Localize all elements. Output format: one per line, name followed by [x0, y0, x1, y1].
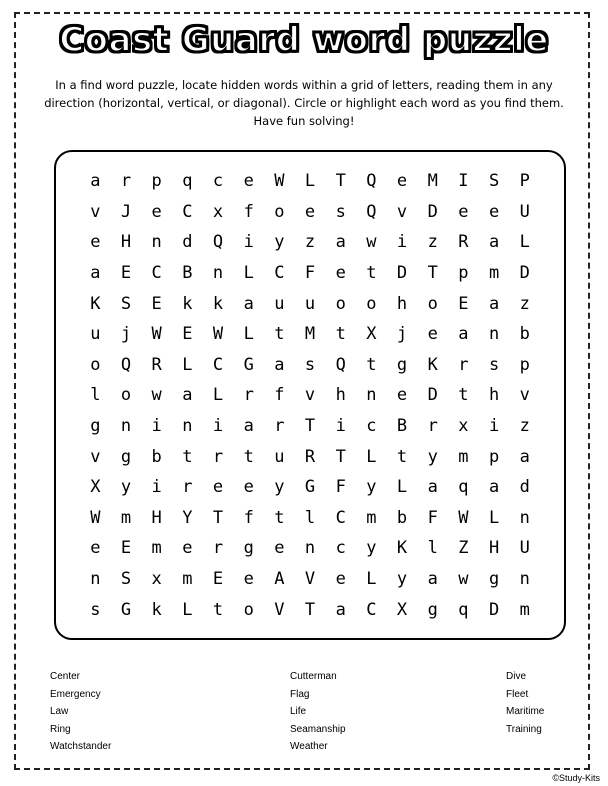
grid-cell[interactable]: e [335, 263, 346, 284]
grid-cell[interactable]: T [335, 171, 346, 192]
grid-cell[interactable]: n [151, 232, 162, 253]
grid-cell[interactable]: G [120, 599, 132, 620]
grid-cell[interactable]: u [304, 293, 316, 314]
grid-cell[interactable]: G [243, 354, 254, 375]
grid-cell[interactable]: u [274, 446, 285, 467]
word-list-item: Emergency [50, 688, 101, 700]
grid-cell[interactable]: t [396, 446, 408, 467]
grid-cell[interactable]: o [120, 385, 132, 406]
grid-cell[interactable]: e [212, 477, 224, 498]
grid-cell[interactable]: y [366, 477, 377, 498]
grid-cell[interactable]: W [90, 507, 101, 528]
grid-cell[interactable]: h [488, 385, 500, 406]
grid-cell[interactable]: i [396, 232, 408, 253]
grid-cell[interactable]: b [519, 324, 530, 345]
grid-cell[interactable]: a [182, 385, 193, 406]
grid-cell[interactable]: R [151, 354, 162, 375]
grid-cell[interactable]: f [243, 201, 254, 222]
grid-cell[interactable]: t [366, 354, 377, 375]
grid-cell[interactable]: n [519, 569, 530, 590]
grid-cell[interactable]: q [182, 171, 193, 192]
grid-cell[interactable]: r [458, 354, 469, 375]
grid-cell[interactable]: f [274, 385, 285, 406]
grid-cell[interactable]: g [396, 354, 408, 375]
grid-cell[interactable]: c [366, 416, 377, 437]
grid-cell[interactable]: a [427, 569, 438, 590]
grid-cell[interactable]: a [488, 477, 500, 498]
grid-cell[interactable]: Z [458, 538, 469, 559]
grid-cell[interactable]: r [212, 446, 224, 467]
grid-cell[interactable]: s [90, 599, 101, 620]
grid-row [80, 503, 540, 534]
grid-cell[interactable]: r [274, 416, 285, 437]
grid-cell[interactable]: G [304, 477, 316, 498]
grid-cell[interactable]: T [427, 263, 438, 284]
grid-row [80, 166, 540, 197]
grid-cell[interactable]: a [488, 232, 500, 253]
grid-cell[interactable]: t [366, 263, 377, 284]
grid-cell[interactable]: y [120, 477, 132, 498]
grid-cell[interactable]: T [335, 446, 346, 467]
grid-cell[interactable]: p [151, 171, 162, 192]
grid-cell[interactable]: K [90, 293, 101, 314]
grid-cell[interactable]: c [212, 171, 224, 192]
grid-cell[interactable]: a [488, 293, 500, 314]
grid-cell[interactable]: r [243, 385, 254, 406]
grid-row [80, 411, 540, 442]
grid-cell[interactable]: A [274, 569, 285, 590]
grid-cell[interactable]: t [274, 507, 285, 528]
grid-cell[interactable]: E [212, 569, 224, 590]
grid-cell[interactable]: C [212, 354, 224, 375]
grid-cell[interactable]: r [120, 171, 132, 192]
grid-cell[interactable]: a [90, 171, 101, 192]
grid-cell[interactable]: d [519, 477, 530, 498]
grid-cell[interactable]: X [396, 599, 408, 620]
grid-cell[interactable]: B [182, 263, 193, 284]
grid-cell[interactable]: e [458, 201, 469, 222]
grid-cell[interactable]: L [212, 385, 224, 406]
grid-cell[interactable]: T [212, 507, 224, 528]
grid-cell[interactable]: e [182, 538, 193, 559]
grid-cell[interactable]: y [427, 446, 438, 467]
grid-cell[interactable]: n [488, 324, 500, 345]
grid-cell[interactable]: J [120, 201, 132, 222]
grid-cell[interactable]: a [335, 599, 346, 620]
grid-cell[interactable]: F [335, 477, 346, 498]
grid-cell[interactable]: L [366, 569, 377, 590]
word-list-item: Watchstander [50, 741, 112, 752]
grid-cell[interactable]: E [458, 293, 469, 314]
grid-cell[interactable]: o [274, 201, 285, 222]
grid-cell[interactable]: a [90, 263, 101, 284]
grid-row [80, 533, 540, 564]
grid-cell[interactable]: R [304, 446, 316, 467]
grid-cell[interactable]: e [396, 171, 408, 192]
grid-cell[interactable]: e [90, 232, 101, 253]
grid-cell[interactable]: v [304, 385, 316, 406]
grid-cell[interactable]: K [396, 538, 408, 559]
grid-cell[interactable]: y [396, 569, 408, 590]
grid-cell[interactable]: t [212, 599, 224, 620]
grid-cell[interactable]: k [151, 599, 162, 620]
grid-cell[interactable]: m [151, 538, 162, 559]
grid-cell[interactable]: t [335, 324, 346, 345]
grid-cell[interactable]: Q [120, 354, 132, 375]
grid-cell[interactable]: K [427, 354, 438, 375]
grid-cell[interactable]: D [519, 263, 530, 284]
grid-cell[interactable]: L [396, 477, 408, 498]
grid-cell[interactable]: s [335, 201, 346, 222]
instructions-text: In a find word puzzle, locate hidden words within a grid of letters, reading them in any direction (horizontal, vertical, or diagonal). Circle or highlight each word as you find them. Have fun solving! [44, 78, 564, 128]
grid-cell[interactable]: e [243, 569, 254, 590]
grid-row [80, 594, 540, 625]
grid-cell[interactable]: l [90, 385, 101, 406]
grid-cell[interactable]: w [366, 232, 377, 253]
grid-cell[interactable]: k [182, 293, 193, 314]
grid-cell[interactable]: y [366, 538, 377, 559]
grid-cell[interactable]: a [519, 446, 530, 467]
grid-cell[interactable]: E [120, 538, 132, 559]
grid-cell[interactable]: m [366, 507, 377, 528]
grid-cell[interactable]: U [519, 201, 530, 222]
grid-cell[interactable]: e [304, 201, 316, 222]
grid-cell[interactable]: e [335, 569, 346, 590]
grid-cell[interactable]: W [274, 171, 285, 192]
grid-cell[interactable]: S [488, 171, 500, 192]
grid-cell[interactable]: a [427, 477, 438, 498]
grid-cell[interactable]: i [151, 477, 162, 498]
grid-cell[interactable]: L [243, 263, 254, 284]
grid-cell[interactable]: b [151, 446, 162, 467]
grid-cell[interactable]: t [458, 385, 469, 406]
grid-cell[interactable]: n [519, 507, 530, 528]
letter-grid [80, 166, 540, 625]
word-list-item: Cutterman [290, 671, 337, 682]
grid-cell[interactable]: w [458, 569, 469, 590]
grid-cell[interactable]: e [151, 201, 162, 222]
grid-cell[interactable]: e [488, 201, 500, 222]
word-list-item: Life [290, 706, 307, 717]
grid-cell[interactable]: D [396, 263, 408, 284]
grid-row [80, 564, 540, 595]
grid-cell[interactable]: W [212, 324, 224, 345]
grid-cell[interactable]: v [90, 201, 101, 222]
grid-cell[interactable]: F [304, 263, 316, 284]
grid-cell[interactable]: e [274, 538, 285, 559]
grid-cell[interactable]: C [182, 201, 193, 222]
grid-cell[interactable]: Q [366, 201, 377, 222]
grid-cell[interactable]: n [120, 416, 132, 437]
grid-row [80, 350, 540, 381]
grid-cell[interactable]: g [120, 446, 132, 467]
word-list-column-3 [506, 668, 544, 738]
grid-cell[interactable]: r [212, 538, 224, 559]
grid-cell[interactable]: t [274, 324, 285, 345]
grid-cell[interactable]: e [396, 385, 408, 406]
grid-row [80, 441, 540, 472]
grid-cell[interactable]: L [519, 232, 530, 253]
grid-cell[interactable]: e [427, 324, 438, 345]
grid-cell[interactable]: g [243, 538, 254, 559]
grid-cell[interactable]: a [274, 354, 285, 375]
grid-cell[interactable]: n [90, 569, 101, 590]
grid-cell[interactable]: D [427, 385, 438, 406]
grid-cell[interactable]: H [151, 507, 162, 528]
grid-cell[interactable]: j [396, 324, 408, 345]
grid-cell[interactable]: L [304, 171, 316, 192]
grid-cell[interactable]: V [274, 599, 285, 620]
grid-cell[interactable]: h [335, 385, 346, 406]
grid-cell[interactable]: Y [182, 507, 193, 528]
grid-cell[interactable]: C [274, 263, 285, 284]
grid-cell[interactable]: h [396, 293, 408, 314]
grid-cell[interactable]: T [304, 599, 316, 620]
grid-cell[interactable]: r [182, 477, 193, 498]
grid-cell[interactable]: u [90, 324, 101, 345]
word-list-item: Ring [50, 723, 71, 735]
grid-cell[interactable]: k [212, 293, 224, 314]
word-list-item: Maritime [506, 706, 545, 717]
grid-cell[interactable]: W [151, 324, 162, 345]
grid-row [80, 288, 540, 319]
grid-cell[interactable]: g [488, 569, 500, 590]
page-title: Coast Guard word puzzle [59, 20, 549, 60]
grid-cell[interactable]: H [120, 232, 132, 253]
word-list-item: Seamanship [290, 723, 346, 735]
grid-cell[interactable]: r [427, 416, 438, 437]
grid-cell[interactable]: E [120, 263, 132, 284]
grid-row [80, 227, 540, 258]
grid-cell[interactable]: c [335, 538, 346, 559]
grid-cell[interactable]: o [335, 293, 346, 314]
grid-cell[interactable]: e [243, 171, 254, 192]
grid-cell[interactable]: D [488, 599, 500, 620]
grid-cell[interactable]: x [212, 201, 224, 222]
grid-cell[interactable]: L [366, 446, 377, 467]
grid-cell[interactable]: z [519, 416, 530, 437]
grid-row [80, 472, 540, 503]
grid-cell[interactable]: i [151, 416, 162, 437]
grid-cell[interactable]: i [212, 416, 224, 437]
grid-cell[interactable]: m [488, 263, 500, 284]
grid-cell[interactable]: R [458, 232, 469, 253]
grid-cell[interactable]: L [243, 324, 254, 345]
grid-cell[interactable]: t [182, 446, 193, 467]
grid-cell[interactable]: s [304, 354, 316, 375]
grid-row [80, 319, 540, 350]
grid-cell[interactable]: E [182, 324, 193, 345]
grid-cell[interactable]: H [488, 538, 500, 559]
grid-cell[interactable]: Q [212, 232, 224, 253]
grid-cell[interactable]: b [396, 507, 408, 528]
grid-cell[interactable]: i [488, 416, 500, 437]
grid-cell[interactable]: m [458, 446, 469, 467]
grid-cell[interactable]: m [182, 569, 193, 590]
grid-cell[interactable]: C [151, 263, 162, 284]
grid-cell[interactable]: P [519, 171, 530, 192]
grid-cell[interactable]: z [427, 232, 438, 253]
grid-cell[interactable]: M [427, 171, 438, 192]
grid-cell[interactable]: S [120, 569, 132, 590]
grid-row [80, 380, 540, 411]
grid-cell[interactable]: t [243, 446, 254, 467]
grid-cell[interactable]: o [366, 293, 377, 314]
grid-cell[interactable]: n [304, 538, 316, 559]
grid-row [80, 197, 540, 228]
grid-cell[interactable]: i [243, 232, 254, 253]
grid-cell[interactable]: y [274, 232, 285, 253]
grid-row [80, 258, 540, 289]
grid-cell[interactable]: g [427, 599, 438, 620]
grid-cell[interactable]: V [304, 569, 316, 590]
grid-cell[interactable]: E [151, 293, 162, 314]
grid-cell[interactable]: L [182, 354, 193, 375]
grid-cell[interactable]: j [120, 324, 132, 345]
word-list-column-2 [290, 668, 346, 756]
grid-cell[interactable]: n [212, 263, 224, 284]
grid-cell[interactable]: m [120, 507, 132, 528]
grid-cell[interactable]: p [458, 263, 469, 284]
grid-cell[interactable]: C [335, 507, 346, 528]
grid-cell[interactable]: W [458, 507, 469, 528]
grid-cell[interactable]: p [519, 354, 530, 375]
grid-cell[interactable]: a [458, 324, 469, 345]
grid-cell[interactable]: z [519, 293, 530, 314]
grid-cell[interactable]: L [488, 507, 500, 528]
grid-cell[interactable]: D [427, 201, 438, 222]
grid-cell[interactable]: q [458, 599, 469, 620]
grid-cell[interactable]: e [90, 538, 101, 559]
grid-cell[interactable]: X [366, 324, 377, 345]
word-list-item: Weather [290, 741, 328, 752]
grid-cell[interactable]: a [335, 232, 346, 253]
grid-cell[interactable]: M [304, 324, 316, 345]
grid-cell[interactable]: B [396, 416, 408, 437]
grid-cell[interactable]: v [396, 201, 408, 222]
grid-cell[interactable]: T [304, 416, 316, 437]
grid-cell[interactable]: I [458, 171, 469, 192]
word-list-item: Flag [290, 688, 310, 700]
grid-cell[interactable]: z [304, 232, 316, 253]
grid-cell[interactable]: u [274, 293, 285, 314]
grid-cell[interactable]: x [151, 569, 162, 590]
grid-cell[interactable]: x [458, 416, 469, 437]
word-list-item: Law [50, 706, 69, 717]
grid-cell[interactable]: v [90, 446, 101, 467]
grid-cell[interactable]: C [366, 599, 377, 620]
grid-cell[interactable]: d [182, 232, 193, 253]
grid-cell[interactable]: o [243, 599, 254, 620]
grid-cell[interactable]: n [182, 416, 193, 437]
copyright-notice: ©Study-Kits [552, 773, 600, 783]
grid-cell[interactable]: m [519, 599, 530, 620]
grid-cell[interactable]: Q [335, 354, 346, 375]
grid-cell[interactable]: o [427, 293, 438, 314]
grid-cell[interactable]: l [304, 507, 316, 528]
grid-cell[interactable]: e [243, 477, 254, 498]
grid-cell[interactable]: v [519, 385, 530, 406]
grid-cell[interactable]: o [90, 354, 101, 375]
grid-cell[interactable]: L [182, 599, 193, 620]
grid-cell[interactable]: n [366, 385, 377, 406]
grid-cell[interactable]: l [427, 538, 438, 559]
grid-cell[interactable]: f [243, 507, 254, 528]
grid-cell[interactable]: F [427, 507, 438, 528]
grid-cell[interactable]: i [335, 416, 346, 437]
word-list-column-1 [50, 668, 111, 756]
grid-cell[interactable]: U [519, 538, 530, 559]
grid-cell[interactable]: a [243, 416, 254, 437]
grid-cell[interactable]: a [243, 293, 254, 314]
grid-cell[interactable]: S [120, 293, 132, 314]
word-list-item: Dive [506, 671, 527, 682]
grid-cell[interactable]: y [274, 477, 285, 498]
grid-cell[interactable]: X [90, 477, 101, 498]
word-list-item: Training [506, 723, 542, 735]
grid-cell[interactable]: w [151, 385, 162, 406]
word-list-item: Center [50, 671, 81, 682]
grid-cell[interactable]: p [488, 446, 500, 467]
grid-cell[interactable]: s [488, 354, 500, 375]
word-list-item: Fleet [506, 688, 529, 700]
grid-cell[interactable]: Q [366, 171, 377, 192]
grid-cell[interactable]: g [90, 416, 101, 437]
grid-cell[interactable]: q [458, 477, 469, 498]
